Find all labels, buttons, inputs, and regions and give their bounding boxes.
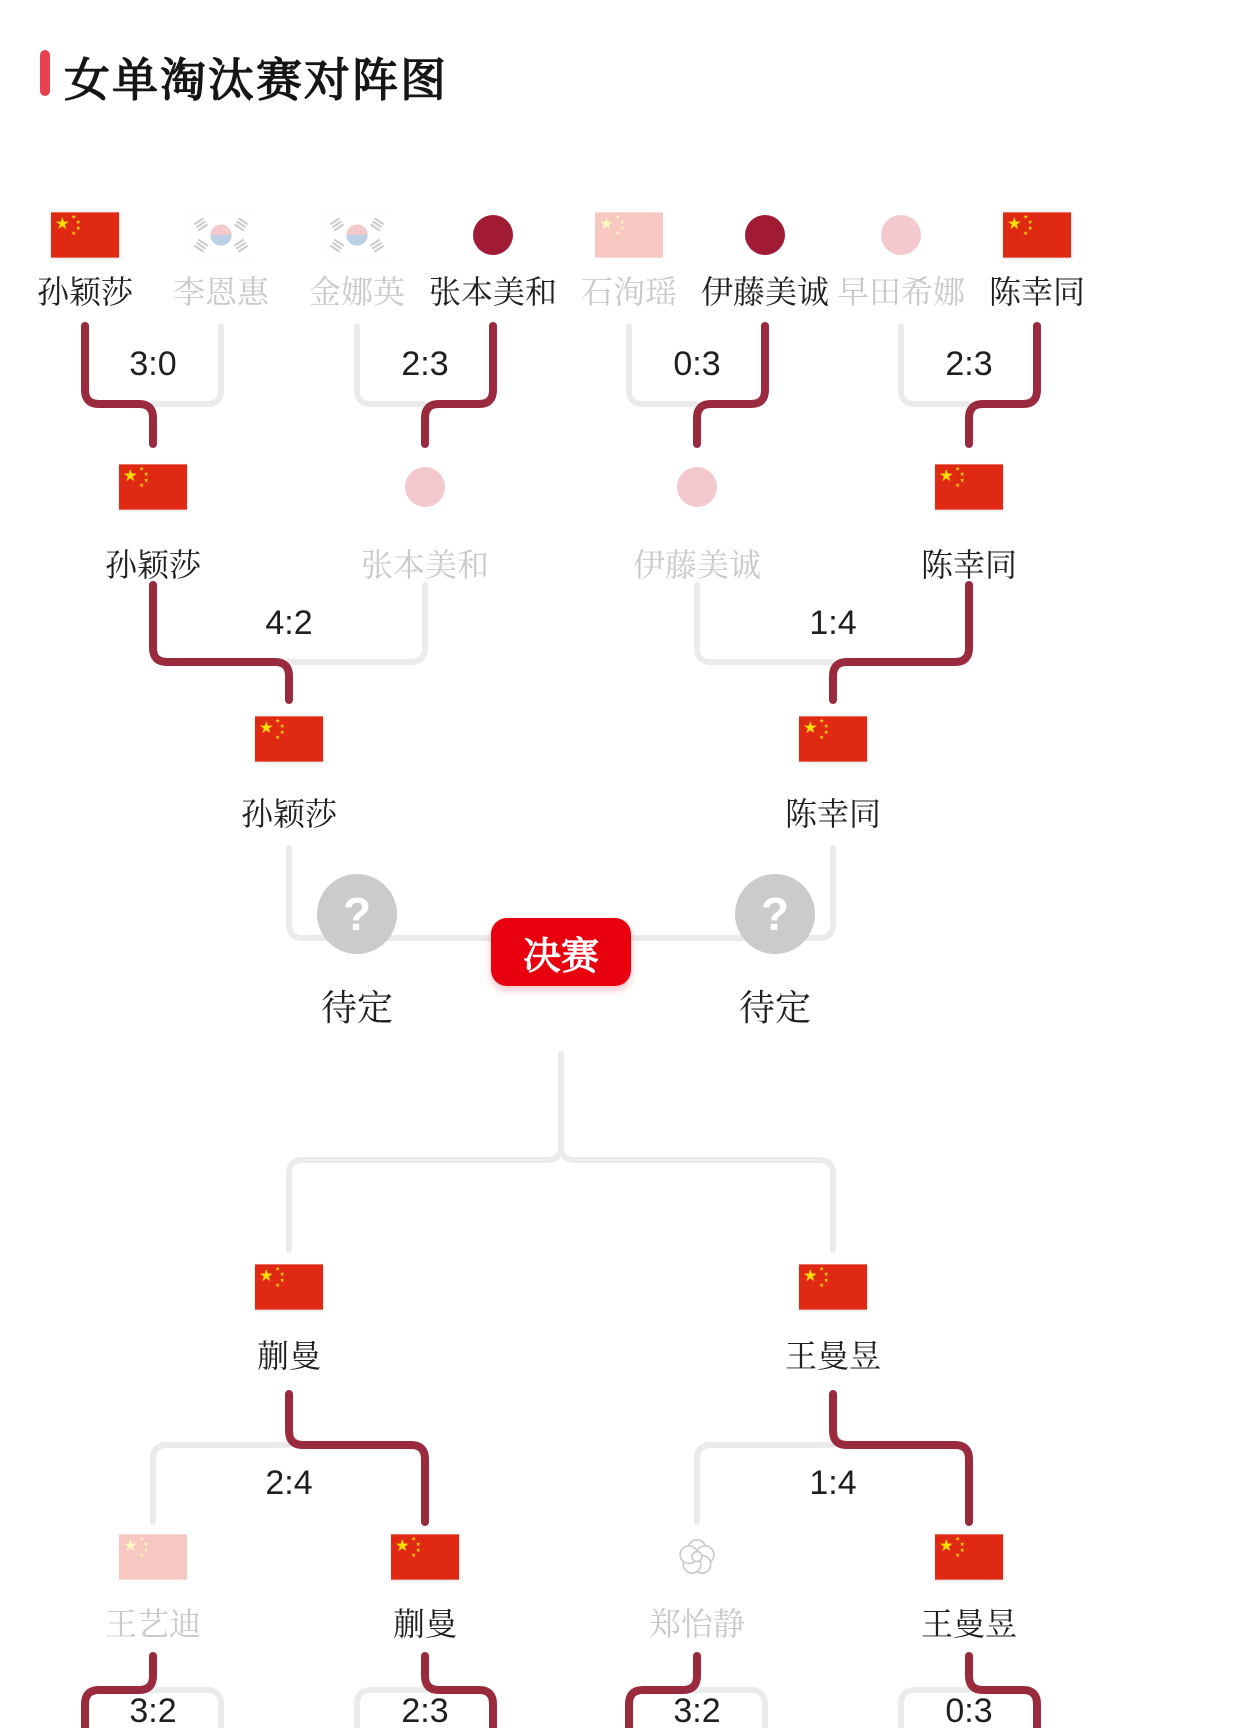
bracket-connector-winner: [833, 1394, 969, 1522]
match-score: 0:3: [673, 345, 721, 383]
match-score: 3:0: [129, 345, 177, 383]
china-flag-icon: [799, 716, 867, 762]
south-korea-flag-icon: [189, 213, 253, 257]
chinese-taipei-flag-icon: [674, 1534, 720, 1580]
player-name: 孙颖莎: [104, 547, 201, 583]
player-name: 张本美和: [360, 547, 489, 583]
player-name: 金娜英: [308, 274, 405, 310]
japan-flag-icon: [405, 467, 445, 507]
match-score: 2:4: [265, 1464, 313, 1502]
japan-flag-icon: [677, 467, 717, 507]
question-mark-icon: ?: [760, 888, 790, 940]
player-name: 陈幸同: [920, 547, 1017, 583]
china-flag-icon: [119, 464, 187, 510]
player-name: 石洵瑶: [580, 274, 677, 310]
question-mark-icon: ?: [342, 888, 372, 940]
title-accent-bar: [40, 50, 50, 96]
player-name: 王曼昱: [784, 1338, 881, 1374]
bracket-connector-winner: [153, 585, 289, 700]
china-flag-icon: [391, 1534, 459, 1580]
match-score: 4:2: [265, 604, 313, 642]
bracket-connector-pending: [561, 1054, 833, 1250]
match-score: 2:3: [945, 345, 993, 383]
player-name: 早田希娜: [836, 274, 965, 310]
player-name: 孙颖莎: [36, 274, 133, 310]
player-name: 李恩惠: [172, 274, 269, 310]
player-name: 蒯曼: [256, 1338, 321, 1374]
china-flag-icon: [935, 1534, 1003, 1580]
page-title: 女单淘汰赛对阵图: [64, 54, 448, 106]
match-score: 1:4: [809, 1464, 857, 1502]
player-name: 陈幸同: [988, 274, 1085, 310]
tbd-label: 待定: [320, 987, 393, 1028]
china-flag-icon: [119, 1534, 187, 1580]
tbd-finalist-right: [735, 874, 815, 954]
player-name: 郑怡静: [648, 1606, 745, 1642]
japan-flag-icon: [881, 215, 921, 255]
bracket-connector-winner: [425, 326, 493, 444]
match-score: 3:2: [673, 1692, 721, 1730]
bracket-connector-winner: [289, 1394, 425, 1522]
match-score: 3:2: [129, 1692, 177, 1730]
bracket-connector-winner: [969, 326, 1037, 444]
japan-flag-icon: [745, 215, 785, 255]
match-score: 1:4: [809, 604, 857, 642]
player-name: 伊藤美诚: [632, 547, 761, 583]
china-flag-icon: [595, 212, 663, 258]
china-flag-icon: [799, 1264, 867, 1310]
china-flag-icon: [51, 212, 119, 258]
china-flag-icon: [935, 464, 1003, 510]
player-name: 陈幸同: [784, 796, 881, 832]
player-name: 张本美和: [428, 274, 557, 310]
china-flag-icon: [1003, 212, 1071, 258]
bracket-connector-pending: [289, 1054, 561, 1250]
final-badge-label: 决赛: [522, 935, 599, 978]
player-name: 王曼昱: [920, 1606, 1017, 1642]
match-score: 0:3: [945, 1692, 993, 1730]
bracket-connector-winner: [833, 585, 969, 700]
final-badge: [491, 918, 631, 986]
player-name: 王艺迪: [104, 1606, 201, 1642]
match-score: 2:3: [401, 1692, 449, 1730]
china-flag-icon: [255, 716, 323, 762]
south-korea-flag-icon: [325, 213, 389, 257]
player-name: 孙颖莎: [240, 796, 337, 832]
player-name: 伊藤美诚: [700, 274, 829, 310]
china-flag-icon: [255, 1264, 323, 1310]
tbd-finalist-left: [317, 874, 397, 954]
bracket-connector-winner: [697, 326, 765, 444]
player-name: 蒯曼: [392, 1606, 457, 1642]
match-score: 2:3: [401, 345, 449, 383]
tbd-label: 待定: [738, 987, 811, 1028]
japan-flag-icon: [473, 215, 513, 255]
bracket-connector-winner: [85, 326, 153, 444]
